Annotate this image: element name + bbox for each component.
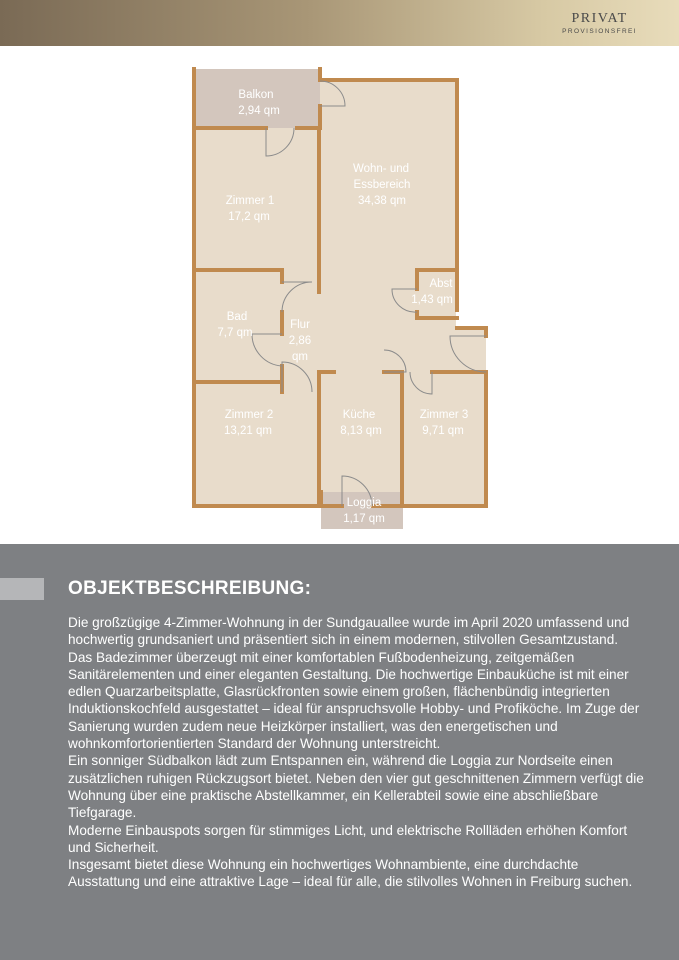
area-loggia: 1,17 qm xyxy=(343,513,385,525)
description-paragraph: Ein sonniger Südbalkon lädt zum Entspannen ein, während die Loggia zur Nordseite einen zusätzlichen ruhigen Rückzugsort bietet. Neben den vier gut geschnittenen Zimmern verfügt die Wohnung über eine praktische Abstellkammer, ein Kellerabteil sowie eine abschließbare Tiefgarage. xyxy=(68,753,644,821)
unit-flur: qm xyxy=(292,351,308,363)
description-paragraph: Die großzügige 4-Zimmer-Wohnung in der Sundgauallee wurde im April 2020 umfassend und hochwertig grundsaniert und präsentiert sich in einem modernen, stilvollen Gesamtzustand. xyxy=(68,615,630,648)
area-zimmer3: 9,71 qm xyxy=(422,425,464,437)
header-band xyxy=(0,0,679,46)
brand-name: PRIVAT xyxy=(571,11,628,26)
description-body xyxy=(68,614,648,891)
description-paragraph: Das Badezimmer überzeugt mit einer komfortablen Fußbodenheizung, zeitgemäßen Sanitärelementen und einer eleganten Gestaltung. Die hochwertige Einbauküche ist mit einer edlen Quarzarbeitsplatte, Glasrückfronten sowie einem großen, flächenbündig integrierten Induktionskochfeld ausgestattet – ideal für anspruchsvolle Hobby- und Profiköche. Im Zuge der Sanierung wurden zudem neue Heizkörper installiert, was den energetischen und wohnkomfortorientierten Standard der Wohnung unterstreicht. xyxy=(68,649,640,752)
label-zimmer3: Zimmer 3 xyxy=(419,409,469,421)
description-title: OBJEKTBESCHREIBUNG: xyxy=(68,578,312,599)
description-section xyxy=(0,544,679,960)
label-flur: Flur xyxy=(290,319,310,331)
area-kueche: 8,13 qm xyxy=(340,425,382,437)
description-paragraph: Moderne Einbauspots sorgen für stimmiges Licht, und elektrische Rollläden erhöhen Komfort und Sicherheit. xyxy=(68,822,628,855)
area-wohn: 34,38 qm xyxy=(358,195,406,207)
label-zimmer1: Zimmer 1 xyxy=(225,195,275,207)
area-zimmer1: 17,2 qm xyxy=(228,211,270,223)
brand-subtitle: PROVISIONSFREI xyxy=(562,28,637,35)
area-flur: 2,86 xyxy=(288,335,312,347)
floor-plan xyxy=(0,46,679,544)
living-floor-top xyxy=(319,80,457,130)
label-wohn-1: Wohn- und xyxy=(352,163,410,175)
label-kueche: Küche xyxy=(342,409,376,421)
label-loggia: Loggia xyxy=(346,497,382,509)
floor-plan-drawing xyxy=(0,46,679,544)
area-abst: 1,43 qm xyxy=(411,294,453,306)
title-accent-bar xyxy=(0,578,44,600)
label-bad: Bad xyxy=(226,311,248,323)
description-paragraph: Insgesamt bietet diese Wohnung ein hochwertiges Wohnambiente, eine durchdachte Ausstattung und eine attraktive Lage – ideal für alle, die stilvolles Wohnen in Freiburg suchen. xyxy=(68,857,633,890)
area-bad: 7,7 qm xyxy=(217,327,253,339)
area-zimmer2: 13,21 qm xyxy=(224,425,272,437)
label-balkon: Balkon xyxy=(238,89,274,101)
area-balkon: 2,94 qm xyxy=(238,105,280,117)
label-zimmer2: Zimmer 2 xyxy=(224,409,274,421)
label-wohn-2: Essbereich xyxy=(353,179,411,191)
label-abst: Abst xyxy=(429,278,453,290)
brand-logo xyxy=(562,11,637,37)
